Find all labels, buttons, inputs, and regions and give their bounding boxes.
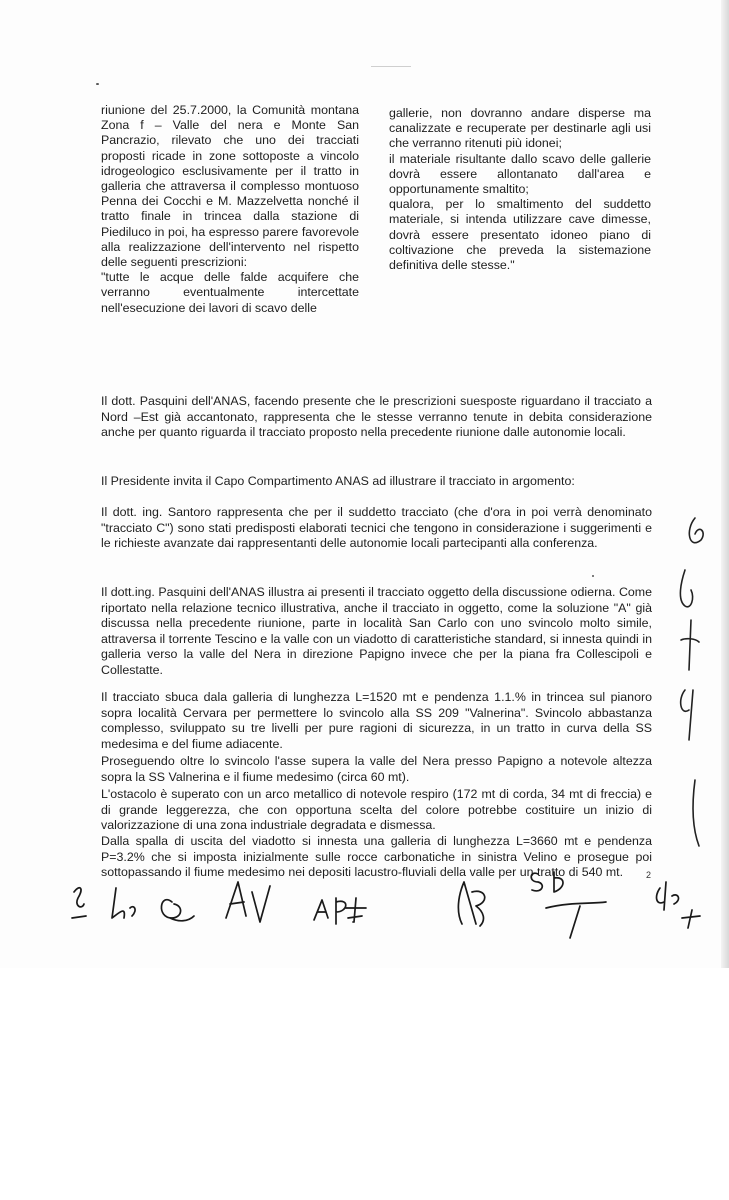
- right-column-paragraph: qualora, per lo smaltimento del suddetto materiale, si intenda utilizzare cave dimesse, dovrà essere presentato idoneo piano di coltivazione che preveda la sistemazione definitiva delle stesse.": [389, 197, 651, 273]
- signature-3: [161, 900, 194, 921]
- body-paragraph: Il Presidente invita il Capo Compartimento ANAS ad illustrare il tracciato in argomento:: [101, 474, 575, 488]
- body-paragraph: Il dott. Pasquini dell'ANAS, facendo presente che le prescrizioni suesposte riguardano il tracciato a Nord –Est già accantonato, rappresenta che le stesse verranno tenute in debita considerazione anche per quanto riguarda il tracciato proposto nella precedente riunione dalle autonomie locali.: [101, 394, 652, 440]
- body-paragraph: Il dott. ing. Santoro rappresenta che per il suddetto tracciato (che d'ora in poi verrà denominato "tracciato C") sono stati predisposti elaborati tecnici che tengono in considerazione i suggerimenti e le richieste avanzate dai rappresentanti delle autonomie locali partecipanti alla conferenza.: [101, 505, 652, 551]
- left-column-paragraph: riunione del 25.7.2000, la Comunità montana Zona f – Valle del nera e Monte San Pancrazio, rilevato che uno dei tracciati proposti ricade in zone sottoposte a vincolo idrogeologico esclusivamente per il tratto in galleria che attraversa il complesso montuoso Penna dei Cocchi e M. Mazzelvetta nonché il tratto finale in trincea dalla stazione di Piediluco in poi, ha espresso parere favorevole alla realizzazione dell'intervento nel rispetto delle seguenti prescrizioni:: [101, 103, 359, 270]
- signature-6: [458, 882, 484, 926]
- body-paragraph: Dalla spalla di uscita del viadotto si innesta una galleria di lunghezza L=3660 mt e pendenza P=3.2% che si imposta inizialmente sulle rocce carbonatiche in sinistra Velino e prosegue poi sottopassando il fiume medesimo nei depositi lacustro-fluviali della valle per un tratto di 540 mt.: [101, 834, 652, 880]
- left-column: [101, 103, 359, 316]
- body-paragraph: Proseguendo oltre lo svincolo l'asse supera la valle del Nera presso Papigno a notevole altezza sopra la SS Valnerina e il fiume medesimo (circa 60 mt).: [101, 754, 652, 784]
- signature-9: [657, 882, 700, 928]
- signature-1: [72, 888, 86, 918]
- right-column: [389, 106, 651, 273]
- signature-4: [226, 882, 270, 922]
- signature-2: [112, 888, 135, 918]
- body-paragraph: Il dott.ing. Pasquini dell'ANAS illustra ai presenti il tracciato oggetto della discussione odierna. Come riportato nella relazione tecnico illustrativa, anche il tracciato in oggetto, come la soluzione "A" già discussa nella precedente riunione, parte in località San Carlo con uno svincolo molto simile, attraversa il torrente Tescino e la valle con un viadotto di caratteristiche standard, si innesta quindi in galleria verso la valle del Nera in direzione Papigno invece che per la piana fra Collescipoli e Collestatte.: [101, 585, 652, 677]
- signature-8: [546, 902, 606, 938]
- right-column-paragraph: il materiale risultante dallo scavo delle gallerie dovrà essere allontanato dall'area e opportunamente smaltito;: [389, 151, 651, 197]
- signature-7: [531, 872, 563, 892]
- left-column-paragraph: "tutte le acque delle falde acquifere che verranno eventualmente intercettate nell'esecuzione dei lavori di scavo delle: [101, 270, 359, 315]
- scan-speck: [96, 83, 99, 85]
- right-column-paragraph: gallerie, non dovranno andare disperse ma canalizzate e recuperate per destinarle agli usi che verranno ritenuti più idonei;: [389, 106, 651, 151]
- scan-speck: [371, 66, 411, 67]
- body-paragraph: L'ostacolo è superato con un arco metallico di notevole respiro (172 mt di corda, 34 mt di freccia) e di grande leggerezza, che con opportuna scelta del colore potrebbe costituire un inizio di valorizzazione di una zona industriale degradata e dismessa.: [101, 787, 652, 833]
- body-paragraph: Il tracciato sbuca dala galleria di lunghezza L=1520 mt e pendenza 1.1.% in trincea sul pianoro sopra località Cervara per permettere lo svincolo alla SS 209 "Valnerina". Svincolo abbastanza complesso, sviluppato su tre livelli per pure ragioni di sicurezza, in un tratto in curva della SS medesima e del fiume adiacente.: [101, 690, 652, 751]
- signature-5: [314, 898, 366, 924]
- margin-handwriting: [655, 510, 725, 850]
- page-number: 2: [646, 870, 652, 880]
- scan-speck: [592, 575, 594, 577]
- signature-row: [60, 862, 710, 942]
